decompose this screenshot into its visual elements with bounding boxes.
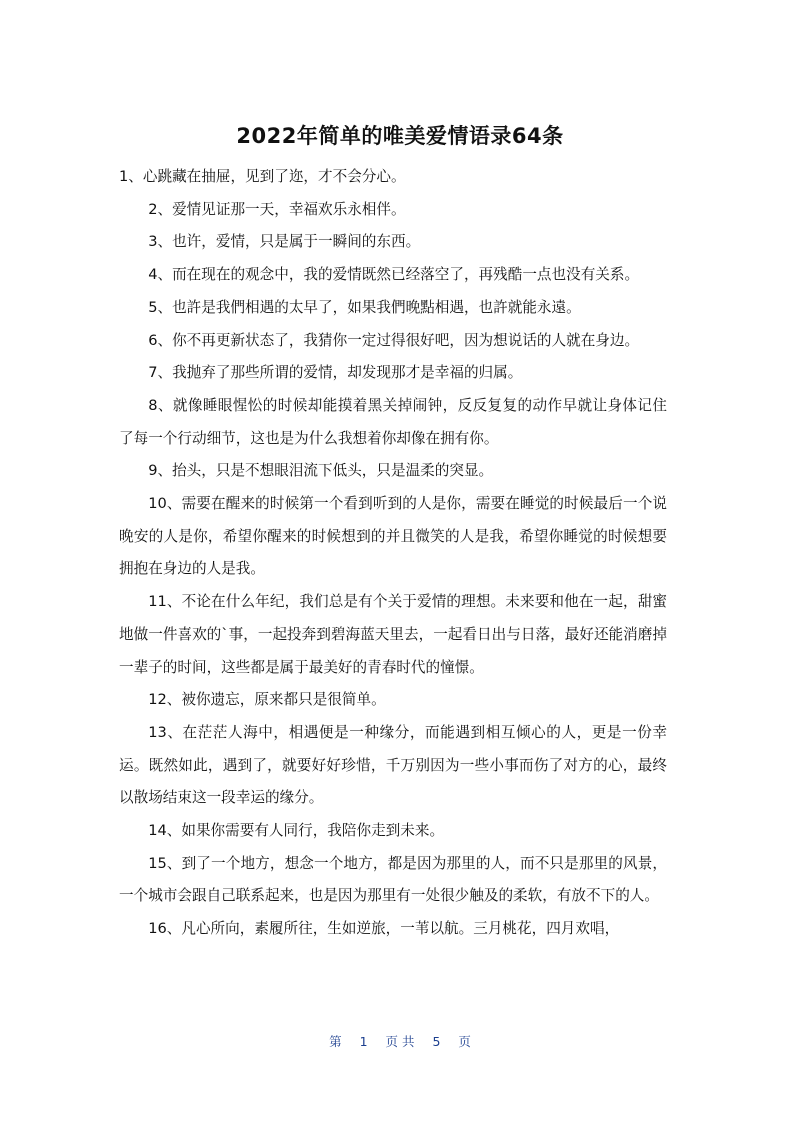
footer-label-page: 第 bbox=[329, 1034, 342, 1049]
paragraph: 16、凡心所向，素履所往，生如逆旅，一苇以航。三月桃花，四月欢唱， bbox=[148, 920, 620, 938]
paragraph: 2、爱情见证那一天，幸福欢乐永相伴。 bbox=[148, 200, 406, 218]
document-title: 2022年简单的唯美爱情语录64条 bbox=[236, 124, 564, 148]
paragraph: 9、抬头，只是不想眼泪流下低头，只是温柔的突显。 bbox=[148, 462, 494, 480]
paragraph: 10、需要在醒来的时候第一个看到听到的人是你，需要在睡觉的时候最后一个说晚安的人是你，希望你醒来的时候想到的并且微笑的人是我，希望你睡觉的时候想要拥抱在身边的人是我。 bbox=[119, 495, 667, 578]
paragraph: 11、不论在什么年纪，我们总是有个关于爱情的理想。未来要和他在一起，甜蜜地做一件喜欢的`事，一起投奔到碧海蓝天里去，一起看日出与日落，最好还能消磨掉一辈子的时间，这些都是属于最美好的青春时代的憧憬。 bbox=[119, 593, 667, 676]
footer-current-page: 1 bbox=[359, 1034, 368, 1049]
paragraph: 4、而在现在的观念中，我的爱情既然已经落空了，再残酷一点也没有关系。 bbox=[148, 266, 640, 284]
paragraph: 5、也許是我們相遇的太早了，如果我們晚點相遇，也許就能永遠。 bbox=[148, 298, 581, 316]
paragraph: 13、在茫茫人海中，相遇便是一种缘分，而能遇到相互倾心的人，更是一份幸运。既然如此，遇到了，就要好好珍惜，千万别因为一些小事而伤了对方的心，最终以散场结束这一段幸运的缘分。 bbox=[119, 723, 667, 807]
paragraph: 12、被你遗忘，原来都只是很简单。 bbox=[148, 691, 386, 709]
footer-label-end: 页 bbox=[458, 1034, 471, 1049]
document-body bbox=[119, 161, 667, 946]
paragraph: 1、心跳藏在抽屉，见到了迩，才不会分心。 bbox=[119, 168, 406, 185]
paragraph: 6、你不再更新状态了，我猜你一定过得很好吧，因为想说话的人就在身边。 bbox=[148, 331, 640, 349]
page-footer bbox=[0, 1032, 800, 1050]
paragraph: 7、我抛弃了那些所谓的爱情，却发现那才是幸福的归属。 bbox=[148, 364, 523, 382]
footer-total-pages: 5 bbox=[432, 1034, 441, 1049]
paragraph: 3、也许，爱情，只是属于一瞬间的东西。 bbox=[148, 233, 421, 251]
paragraph: 14、如果你需要有人同行，我陪你走到未来。 bbox=[148, 822, 445, 840]
footer-label-of: 页 共 bbox=[385, 1034, 415, 1049]
paragraph: 8、就像睡眼惺忪的时候却能摸着黑关掉闹钟，反反复复的动作早就让身体记住了每一个行动细节，这也是为什么我想着你却像在拥有你。 bbox=[119, 396, 667, 447]
paragraph: 15、到了一个地方，想念一个地方，都是因为那里的人，而不只是那里的风景，一个城市会跟自己联系起来，也是因为那里有一处很少触及的柔软，有放不下的人。 bbox=[119, 854, 667, 905]
